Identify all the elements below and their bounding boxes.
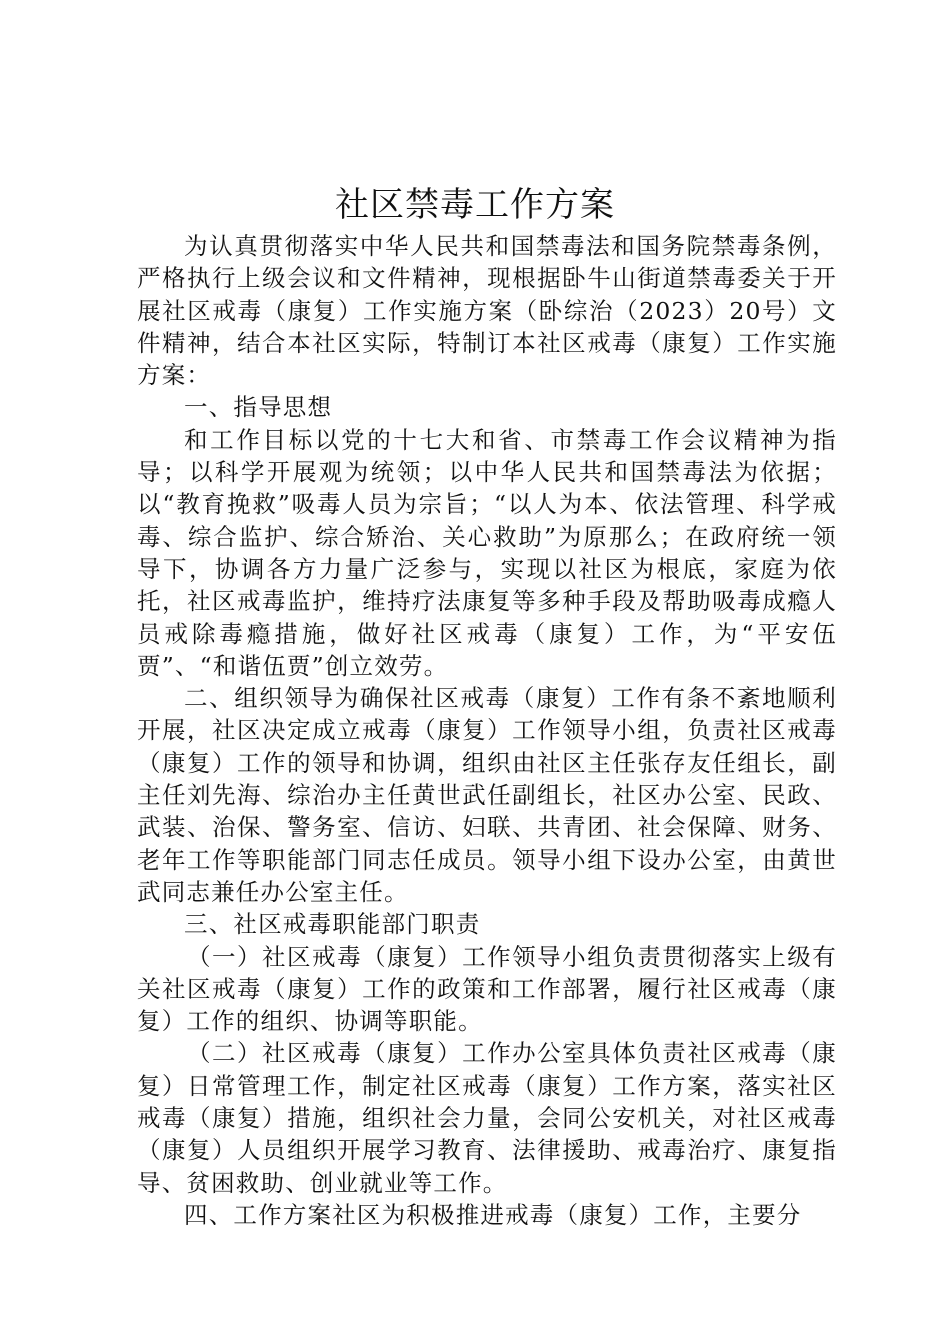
document-body	[137, 230, 837, 1231]
paragraph-organization-leadership: 二、组织领导为确保社区戒毒（康复）工作有条不紊地顺利开展，社区决定成立戒毒（康复）工作领导小组，负责社区戒毒（康复）工作的领导和协调，组织由社区主任张存友任组长，副主任刘先海、综治办主任黄世武任副组长，社区办公室、民政、武装、治保、警务室、信访、妇联、共青团、社会保障、财务、老年工作等职能部门同志任成员。领导小组下设办公室，由黄世武同志兼任办公室主任。	[137, 684, 837, 906]
paragraph-duty-2: （二）社区戒毒（康复）工作办公室具体负责社区戒毒（康复）日常管理工作，制定社区戒毒（康复）工作方案，落实社区戒毒（康复）措施，组织社会力量，会同公安机关，对社区戒毒（康复）人员组织开展学习教育、法律援助、戒毒治疗、康复指导、贫困救助、创业就业等工作。	[137, 1039, 837, 1197]
paragraph-guiding-ideology: 和工作目标以党的十七大和省、市禁毒工作会议精神为指导；以科学开展观为统领；以中华人民共和国禁毒法为依据；以“教育挽救”吸毒人员为宗旨；“以人为本、依法管理、科学戒毒、综合监护、综合矫治、关心救助”为原那么；在政府统一领导下，协调各方力量广泛参与，实现以社区为根底，家庭为依托，社区戒毒监护，维持疗法康复等多种手段及帮助吸毒成瘾人员戒除毒瘾措施，做好社区戒毒（康复）工作，为“平安伍贾”、“和谐伍贾”创立效劳。	[137, 425, 837, 680]
document-title: 社区禁毒工作方案	[335, 185, 615, 225]
heading-department-duties: 三、社区戒毒职能部门职责	[184, 910, 481, 939]
paragraph-work-plan: 四、工作方案社区为积极推进戒毒（康复）工作，主要分	[184, 1200, 802, 1229]
heading-guiding-ideology: 一、指导思想	[184, 393, 333, 422]
paragraph-duty-1: （一）社区戒毒（康复）工作领导小组负责贯彻落实上级有关社区戒毒（康复）工作的政策和工作部署，履行社区戒毒（康复）工作的组织、协调等职能。	[137, 942, 837, 1036]
paragraph-intro: 为认真贯彻落实中华人民共和国禁毒法和国务院禁毒条例，严格执行上级会议和文件精神，现根据卧牛山街道禁毒委关于开展社区戒毒（康复）工作实施方案（卧综治（2023）20号）文件精神，结合本社区实际，特制订本社区戒毒（康复）工作实施方案：	[137, 232, 837, 390]
